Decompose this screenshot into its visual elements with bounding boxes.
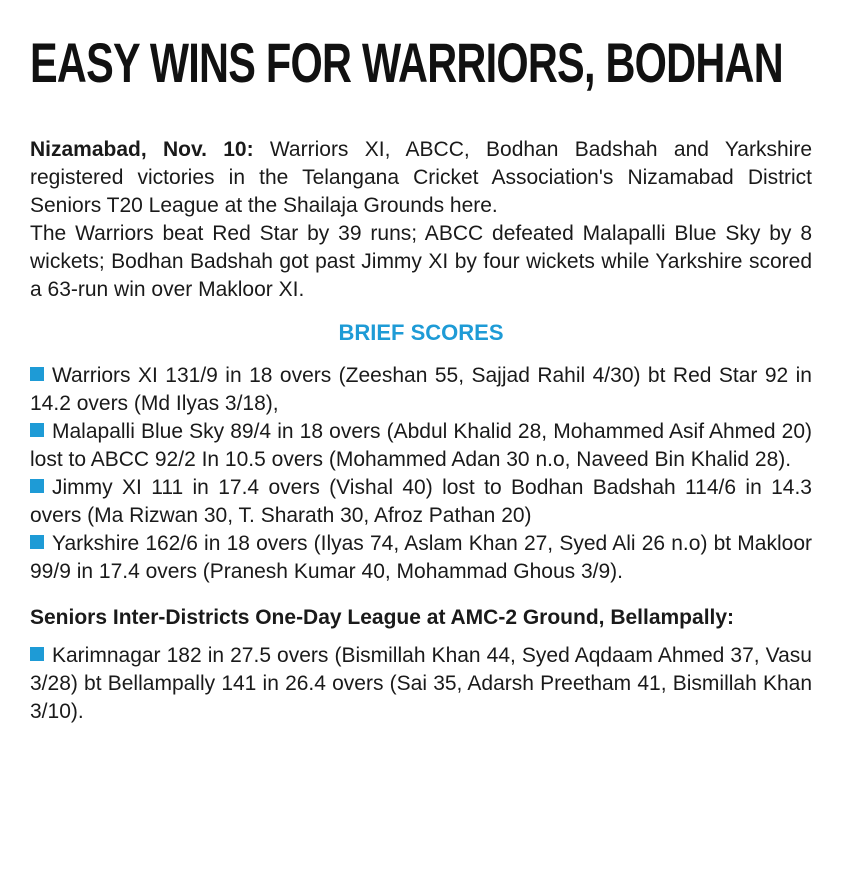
- square-bullet-icon: [30, 479, 44, 493]
- square-bullet-icon: [30, 423, 44, 437]
- score-text: Karimnagar 182 in 27.5 overs (Bismillah Khan 44, Syed Aqdaam Ahmed 37, Vasu 3/28) bt Bellampally 141 in 26.4 overs (Sai 35, Adarsh Preetham 41, Bismillah Khan 3/10).: [30, 644, 812, 723]
- square-bullet-icon: [30, 367, 44, 381]
- brief-scores-list: [30, 362, 812, 586]
- square-bullet-icon: [30, 647, 44, 661]
- lead-paragraph: [30, 136, 812, 220]
- score-item: [30, 362, 812, 418]
- score-item: [30, 642, 812, 726]
- score-text: Malapalli Blue Sky 89/4 in 18 overs (Abdul Khalid 28, Mohammed Asif Ahmed 20) lost to ABCC 92/2 In 10.5 overs (Mohammed Adan 30 n.o, Naveed Bin Khalid 28).: [30, 420, 812, 471]
- square-bullet-icon: [30, 535, 44, 549]
- score-item: [30, 474, 812, 530]
- headline: EASY WINS FOR WARRIORS, BODHAN: [30, 31, 783, 94]
- lead-text: Warriors XI, ABCC, Bodhan Badshah and Yarkshire registered victories in the Telangana Cricket Association's Nizamabad District Seniors T20 League at the Shailaja Grounds here.: [30, 138, 812, 217]
- inter-districts-heading: Seniors Inter-Districts One-Day League at AMC-2 Ground, Bellampally:: [30, 606, 735, 629]
- score-text: Yarkshire 162/6 in 18 overs (Ilyas 74, Aslam Khan 27, Syed Ali 26 n.o) bt Makloor 99/9 in 17.4 overs (Pranesh Kumar 40, Mohammad Ghous 3/9).: [30, 532, 812, 583]
- score-item: [30, 530, 812, 586]
- article-body: [30, 136, 812, 304]
- score-item: [30, 418, 812, 474]
- inter-districts-list: [30, 642, 812, 726]
- brief-scores-title: BRIEF SCORES: [338, 320, 504, 345]
- score-text: Warriors XI 131/9 in 18 overs (Zeeshan 55, Sajjad Rahil 4/30) bt Red Star 92 in 14.2 overs (Md Ilyas 3/18),: [30, 364, 812, 415]
- dateline: Nizamabad, Nov. 10:: [30, 138, 254, 161]
- results-paragraph: The Warriors beat Red Star by 39 runs; ABCC defeated Malapalli Blue Sky by 8 wickets; Bodhan Badshah got past Jimmy XI by four wickets while Yarkshire scored a 63-run win over Makloor XI.: [30, 222, 812, 301]
- score-text: Jimmy XI 111 in 17.4 overs (Vishal 40) lost to Bodhan Badshah 114/6 in 14.3 overs (Ma Rizwan 30, T. Sharath 30, Afroz Pathan 20): [30, 476, 812, 527]
